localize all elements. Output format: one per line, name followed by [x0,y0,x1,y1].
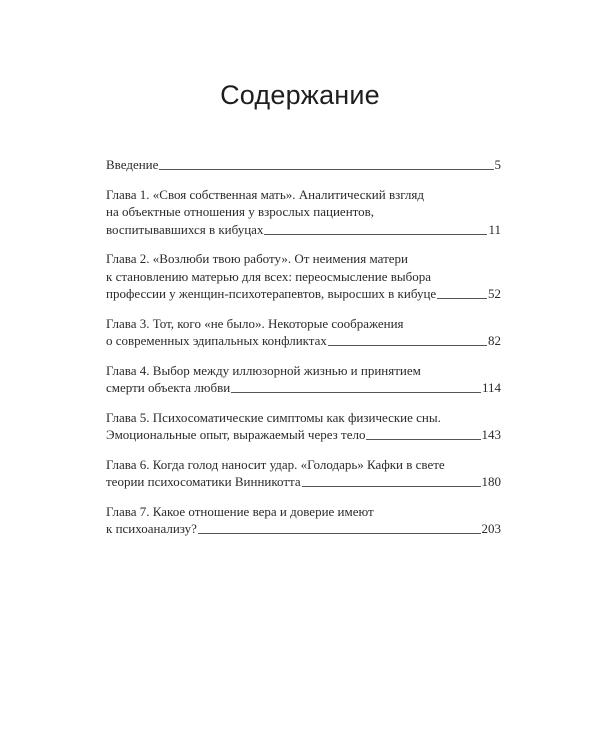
toc-entry-title-line: профессии у женщин-психотерапевтов, выросших в кибуце [106,286,437,301]
toc-page-number: 82 [488,333,501,348]
toc-page-number: 114 [481,380,501,395]
toc-entry-title-line: Глава 5. Психосоматические симптомы как физические сны. [106,409,441,425]
toc-page-number: 52 [488,286,501,301]
toc-entry-title-line: Глава 4. Выбор между иллюзорной жизнью и принятием [106,362,421,378]
toc-entry-title-line: Глава 6. Когда голод наносит удар. «Голодарь» Кафки в свете [106,456,445,472]
toc-entry-final-line [106,332,501,350]
toc-entry-final-line [106,285,501,303]
toc-entry-final-line [106,520,501,538]
dot-leader [366,439,480,440]
toc-entry-title-line: Глава 7. Какое отношение вера и доверие имеют [106,503,374,519]
toc-entry[interactable] [106,409,501,444]
toc-entry[interactable] [106,456,501,491]
toc-page-number: 5 [494,157,501,172]
toc-entry-title-line: на объектные отношения у взрослых пациентов, [106,204,375,219]
toc-entry-title-line: Введение [106,157,159,172]
dot-leader [231,392,481,393]
toc-page-number: 11 [488,221,501,237]
toc-entry[interactable] [106,503,501,538]
toc-entry[interactable] [106,315,501,350]
toc-page-number: 143 [481,427,501,442]
dot-leader [264,234,487,235]
toc-entry[interactable] [106,156,501,174]
table-of-contents [106,156,501,550]
toc-entry-title-line: Глава 2. «Возлюби твою работу». От неимения матери [106,251,408,266]
toc-entry-title-line: теории психосоматики Винникотта [106,474,301,489]
toc-page-number: 180 [481,474,501,489]
dot-leader [159,169,493,170]
toc-entry[interactable] [106,186,501,239]
toc-entry-final-line [106,221,501,239]
toc-entry-final-line [106,379,501,397]
toc-entry-title-line: Глава 1. «Своя собственная мать». Аналитический взгляд [106,186,424,202]
toc-entry-title-line: Эмоциональные опыт, выражаемый через тело [106,427,366,442]
page-title: Содержание [220,80,380,110]
dot-leader [328,345,487,346]
dot-leader [302,486,481,487]
toc-entry-final-line [106,156,501,174]
toc-entry-title-line: смерти объекта любви [106,380,231,395]
toc-entry-title-line: Глава 3. Тот, кого «не было». Некоторые соображения [106,315,404,331]
dot-leader [198,533,481,534]
toc-entry-final-line [106,473,501,491]
dot-leader [437,298,487,299]
toc-entry[interactable] [106,250,501,303]
toc-page-number: 203 [481,521,501,536]
toc-entry-title-line: воспитывавшихся в кибуцах [106,221,264,237]
toc-entry-title-line: о современных эдипальных конфликтах [106,333,327,348]
toc-entry-title-line: к психоанализу? [106,521,197,536]
toc-entry-final-line [106,426,501,444]
toc-entry-title-line: к становлению матерью для всех: переосмысление выбора [106,268,431,284]
toc-entry[interactable] [106,362,501,397]
